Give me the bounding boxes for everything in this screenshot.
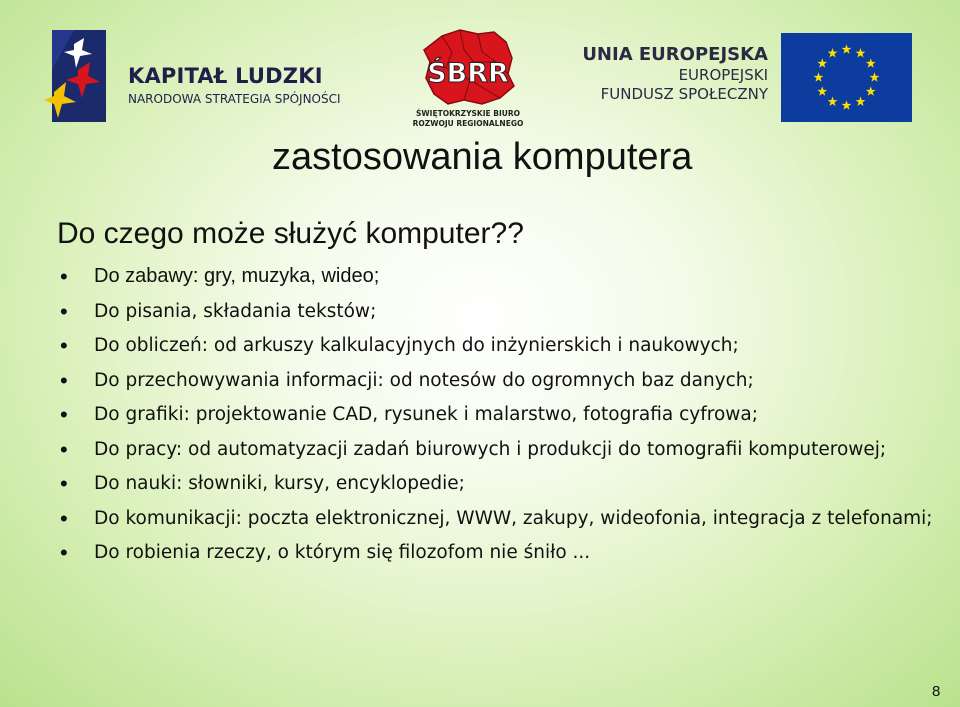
list-item: • Do zabawy: gry, muzyka, wideo; [60,262,940,291]
ue-line2: EUROPEJSKI [678,66,768,84]
slide-title: zastosowania komputera [272,136,693,178]
list-item: • Do nauki: słowniki, kursy, encyklopedie; [60,469,940,498]
sbrr-line2: ROZWOJU REGIONALNEGO [412,119,524,128]
sbrr-line1: ŚWIĘTOKRZYSKIE BIURO [415,109,521,118]
kapital-ludzki-title: KAPITAŁ LUDZKI [128,64,323,88]
sbrr-logo [412,28,524,130]
list-item: • Do obliczeń: od arkuszy kalkulacyjnych do inżynierskich i naukowych; [60,331,940,360]
list-item: • Do pisania, składania tekstów; [60,297,940,326]
list-item: • Do przechowywania informacji: od notesów do ogromnych baz danych; [60,366,940,395]
list-item: • Do komunikacji: poczta elektronicznej, WWW, zakupy, wideofonia, integracja z telefonami; [60,504,940,533]
page-number: 8 [932,683,941,700]
list-item: • Do grafiki: projektowanie CAD, rysunek i malarstwo, fotografia cyfrowa; [60,400,940,429]
kapital-ludzki-logo [44,30,344,130]
ue-line1: UNIA EUROPEJSKA [582,44,768,65]
ue-text-block [582,44,768,104]
list-item: • Do robienia rzeczy, o którym się filozofom nie śniło ... [60,538,940,567]
ue-line3: FUNDUSZ SPOŁECZNY [600,85,768,103]
sbrr-region-map-icon [412,28,524,108]
slide-question: Do czego może służyć komputer?? [57,217,524,250]
kapital-ludzki-subtitle: NARODOWA STRATEGIA SPÓJNOŚCI [128,92,341,106]
list-item: • Do pracy: od automatyzacji zadań biurowych i produkcji do tomografii komputerowej; [60,435,940,464]
bullet-list [60,262,940,573]
sbrr-acronym: ŚBRR [427,58,509,89]
eu-flag-icon [781,33,912,122]
kapital-ludzki-emblem-icon [44,30,106,122]
